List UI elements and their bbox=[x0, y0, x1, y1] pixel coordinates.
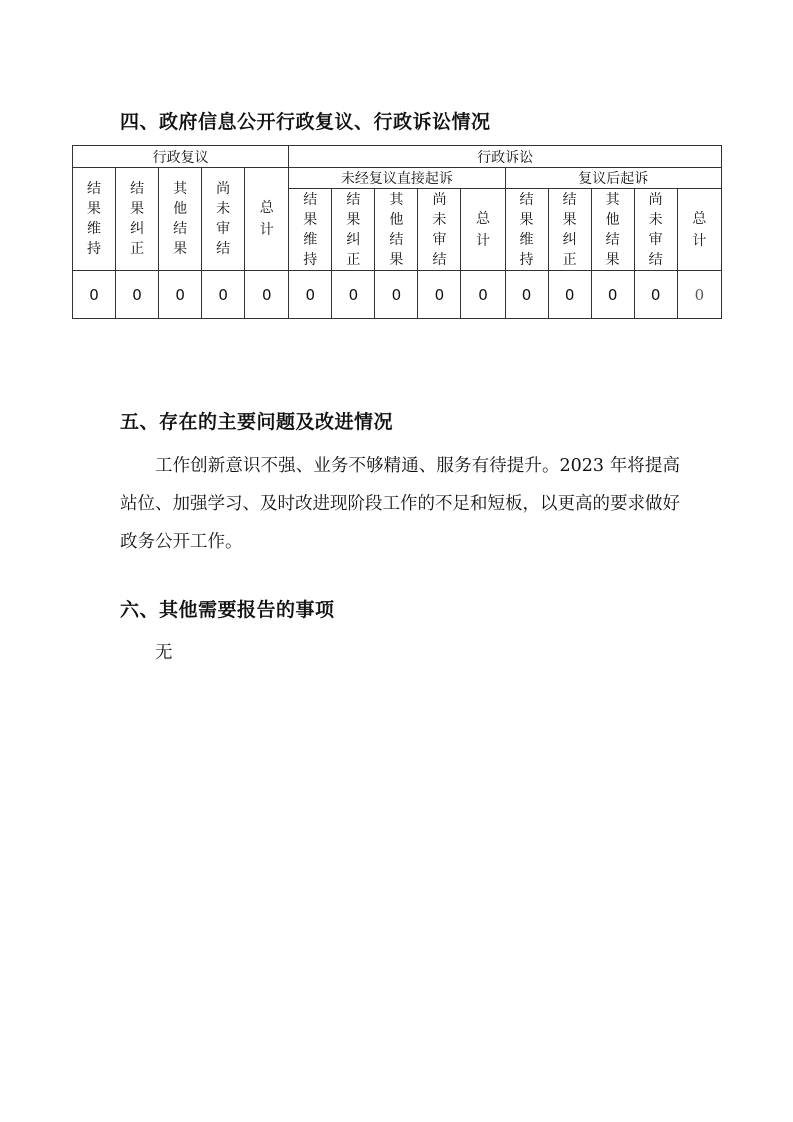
value-cell: 0 bbox=[418, 271, 461, 319]
col-after-correct: 结果纠正 bbox=[548, 189, 591, 271]
value-cell: 0 bbox=[116, 271, 159, 319]
value-cell: 0 bbox=[245, 271, 289, 319]
col-after-maintain: 结果维持 bbox=[505, 189, 548, 271]
value-cell: 0 bbox=[332, 271, 375, 319]
section-6-paragraph: 无 bbox=[155, 643, 173, 663]
header-admin-litigation: 行政诉讼 bbox=[289, 146, 722, 168]
section-5-heading: 五、存在的主要问题及改进情况 bbox=[120, 411, 394, 433]
col-direct-maintain: 结果维持 bbox=[289, 189, 332, 271]
section-4-heading: 四、政府信息公开行政复议、行政诉讼情况 bbox=[120, 111, 491, 133]
col-review-total: 总计 bbox=[245, 168, 289, 271]
header-direct-suit: 未经复议直接起诉 bbox=[289, 168, 505, 189]
value-cell: 0 bbox=[289, 271, 332, 319]
col-after-other: 其他结果 bbox=[591, 189, 634, 271]
col-after-total: 总计 bbox=[677, 189, 721, 271]
col-review-maintain: 结果维持 bbox=[73, 168, 116, 271]
value-cell: 0 bbox=[505, 271, 548, 319]
section-5-paragraph: 工作创新意识不强、业务不够精通、服务有待提升。2023 年将提高站位、加强学习、及时改进现阶段工作的不足和短板，以更高的要求做好政务公开工作。 bbox=[120, 456, 680, 552]
value-cell: 0 bbox=[548, 271, 591, 319]
value-cell: 0 bbox=[634, 271, 677, 319]
header-suit-after-review: 复议后起诉 bbox=[505, 168, 721, 189]
value-cell: 0 bbox=[461, 271, 505, 319]
header-admin-review: 行政复议 bbox=[73, 146, 289, 168]
value-cell: 0 bbox=[202, 271, 245, 319]
value-cell: 0 bbox=[375, 271, 418, 319]
col-direct-total: 总计 bbox=[461, 189, 505, 271]
value-cell: 0 bbox=[73, 271, 116, 319]
col-review-correct: 结果纠正 bbox=[116, 168, 159, 271]
col-after-pending: 尚未审结 bbox=[634, 189, 677, 271]
col-direct-correct: 结果纠正 bbox=[332, 189, 375, 271]
section-6-heading: 六、其他需要报告的事项 bbox=[120, 599, 335, 621]
col-direct-pending: 尚未审结 bbox=[418, 189, 461, 271]
review-litigation-table bbox=[72, 145, 722, 319]
col-direct-other: 其他结果 bbox=[375, 189, 418, 271]
value-cell: 0 bbox=[159, 271, 202, 319]
col-review-pending: 尚未审结 bbox=[202, 168, 245, 271]
value-cell: 0 bbox=[591, 271, 634, 319]
value-cell: 0 bbox=[677, 271, 721, 319]
col-review-other: 其他结果 bbox=[159, 168, 202, 271]
